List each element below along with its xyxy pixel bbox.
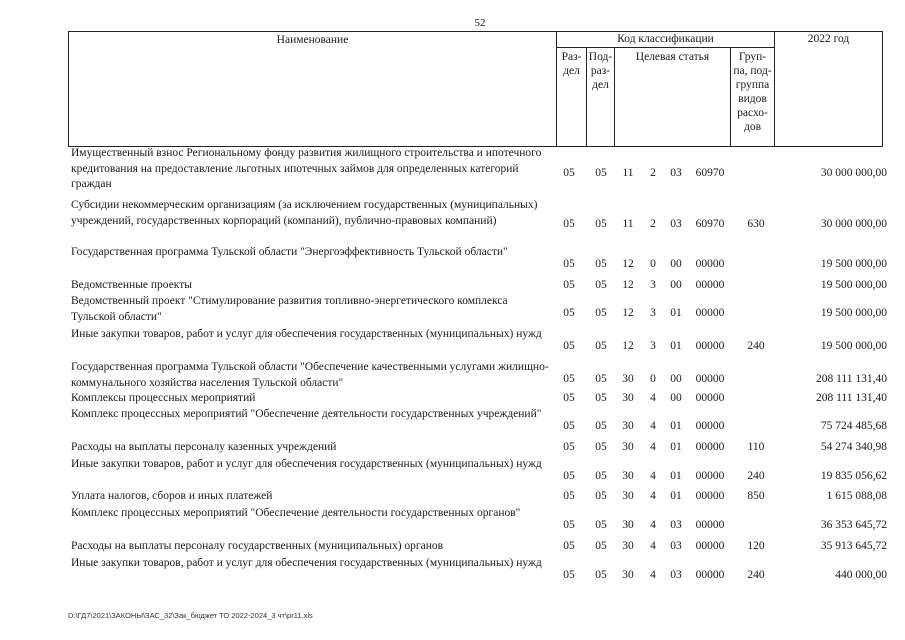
row-code-c2: 4 (650, 540, 656, 553)
row-code-vr: 240 (747, 340, 765, 353)
row-code-rz: 05 (563, 340, 575, 353)
row-code-rz: 05 (563, 469, 575, 482)
row-name: Иные закупки товаров, работ и услуг для обеспечения государственных (муниципальных) нужд (71, 328, 542, 340)
row-code-c2: 2 (650, 218, 656, 231)
row-code-c3: 00 (670, 258, 682, 271)
table-row (0, 391, 905, 407)
header-classification: Код классификации (557, 32, 775, 48)
header-section: Раз- дел (557, 48, 587, 147)
row-code-c4: 00000 (695, 372, 725, 385)
row-code-pr: 05 (595, 540, 607, 553)
header-subsection: Под- раз- дел (587, 48, 615, 147)
row-code-c4: 60970 (695, 167, 725, 180)
row-code-c4: 00000 (695, 469, 725, 482)
row-code-c1: 30 (622, 568, 634, 581)
row-code-c3: 03 (670, 167, 682, 180)
row-code-c1: 30 (622, 540, 634, 553)
row-code-c1: 30 (622, 469, 634, 482)
row-code-pr: 05 (595, 392, 607, 405)
row-name: Комплекс процессных мероприятий "Обеспечение деятельности государственных органов" (71, 507, 521, 519)
row-code-vr: 120 (747, 540, 765, 553)
header-target-article: Целевая статья (615, 48, 731, 147)
header-expense-group: Груп- па, под- группа видов расхо- дов (731, 48, 775, 147)
row-code-c2: 4 (650, 420, 656, 433)
row-code-c1: 30 (622, 441, 634, 454)
row-code-c2: 3 (650, 307, 656, 320)
row-code-rz: 05 (563, 420, 575, 433)
row-code-pr: 05 (595, 519, 607, 532)
table-row (0, 539, 905, 555)
row-code-c2: 4 (650, 441, 656, 454)
table-row (0, 198, 905, 244)
page-number: 52 (474, 17, 486, 29)
row-code-c2: 4 (650, 490, 656, 503)
header-year: 2022 год (775, 32, 883, 147)
row-code-c4: 00000 (695, 420, 725, 433)
row-code-pr: 05 (595, 167, 607, 180)
row-code-c2: 0 (650, 372, 656, 385)
row-amount: 208 111 131,40 (815, 372, 887, 385)
row-amount: 19 500 000,00 (820, 279, 887, 292)
row-code-c3: 01 (670, 307, 682, 320)
row-code-c1: 12 (622, 258, 634, 271)
row-code-rz: 05 (563, 441, 575, 454)
row-code-c3: 01 (670, 441, 682, 454)
row-code-c3: 03 (670, 519, 682, 532)
row-code-pr: 05 (595, 420, 607, 433)
table-row (0, 360, 905, 391)
row-code-c1: 30 (622, 519, 634, 532)
row-amount: 35 913 645,72 (820, 540, 887, 553)
row-amount: 208 111 131,40 (815, 392, 887, 405)
row-name: Ведомственные проекты (71, 279, 192, 291)
row-code-rz: 05 (563, 490, 575, 503)
row-name: Имущественный взнос Региональному фонду развития жилищного строительства и ипотечного кредитования на предоставление льготных ипотечных займов для определенных категорий граждан (71, 147, 542, 190)
row-amount: 30 000 000,00 (820, 218, 887, 231)
row-code-pr: 05 (595, 441, 607, 454)
row-code-c2: 4 (650, 519, 656, 532)
row-code-c4: 00000 (695, 519, 725, 532)
row-amount: 19 500 000,00 (820, 340, 887, 353)
row-code-pr: 05 (595, 258, 607, 271)
row-code-c4: 00000 (695, 392, 725, 405)
row-code-c2: 4 (650, 469, 656, 482)
row-name: Ведомственный проект "Стимулирование развития топливно-энергетического комплекса Тульской области" (71, 295, 508, 323)
row-code-c1: 30 (622, 392, 634, 405)
table-row (0, 440, 905, 456)
row-amount: 36 353 645,72 (820, 519, 887, 532)
row-code-c3: 01 (670, 469, 682, 482)
row-code-rz: 05 (563, 307, 575, 320)
row-code-pr: 05 (595, 340, 607, 353)
row-code-c1: 11 (622, 167, 634, 180)
row-code-vr: 630 (747, 218, 765, 231)
row-code-rz: 05 (563, 519, 575, 532)
row-code-c4: 00000 (695, 258, 725, 271)
row-amount: 1 615 088,08 (826, 490, 887, 503)
row-name: Государственная программа Тульской области "Энергоэффективность Тульской области" (71, 246, 508, 258)
row-name: Государственная программа Тульской области "Обеспечение качественными услугами жилищно-коммунального хозяйства населения Тульской области" (71, 361, 549, 389)
row-code-c4: 00000 (695, 307, 725, 320)
row-code-rz: 05 (563, 372, 575, 385)
row-code-c4: 00000 (695, 540, 725, 553)
row-code-rz: 05 (563, 279, 575, 292)
row-name: Субсидии некоммерческим организациям (за исключением государственных (муниципальных) учреждений, государственных корпораций (компаний), публично-правовых компаний) (71, 199, 538, 227)
row-name: Иные закупки товаров, работ и услуг для обеспечения государственных (муниципальных) нужд (71, 557, 542, 569)
table-row (0, 556, 905, 587)
row-amount: 54 274 340,98 (820, 441, 887, 454)
row-amount: 19 500 000,00 (820, 258, 887, 271)
row-code-c3: 00 (670, 372, 682, 385)
row-code-c2: 3 (650, 340, 656, 353)
row-code-c3: 01 (670, 420, 682, 433)
row-code-c4: 00000 (695, 279, 725, 292)
row-code-pr: 05 (595, 218, 607, 231)
row-name: Расходы на выплаты персоналу государственных (муниципальных) органов (71, 540, 444, 552)
row-code-c2: 2 (650, 167, 656, 180)
row-code-c1: 12 (622, 279, 634, 292)
file-path-footer: D:\ГД7\2021\ЗАКОНЫ\ЗАС_32\Зак_бюджет ТО 2022-2024_3 чт\pr11.xls (68, 611, 313, 620)
row-code-pr: 05 (595, 372, 607, 385)
row-code-vr: 240 (747, 469, 765, 482)
table-row (0, 327, 905, 359)
row-code-c4: 00000 (695, 441, 725, 454)
table-header (68, 31, 883, 147)
row-code-rz: 05 (563, 540, 575, 553)
header-name: Наименование (69, 32, 557, 147)
row-amount: 19 500 000,00 (820, 307, 887, 320)
row-code-c3: 03 (670, 218, 682, 231)
row-code-c3: 00 (670, 279, 682, 292)
table-row (0, 245, 905, 277)
row-code-pr: 05 (595, 279, 607, 292)
row-code-pr: 05 (595, 307, 607, 320)
row-code-c3: 03 (670, 540, 682, 553)
row-code-c3: 03 (670, 568, 682, 581)
row-code-rz: 05 (563, 568, 575, 581)
row-name: Комплекс процессных мероприятий "Обеспечение деятельности государственных учреждений" (71, 408, 542, 420)
row-code-c1: 12 (622, 307, 634, 320)
row-code-c1: 11 (622, 218, 634, 231)
table-row (0, 489, 905, 505)
row-amount: 75 724 485,68 (820, 420, 887, 433)
row-code-c3: 00 (670, 392, 682, 405)
table-row (0, 506, 905, 538)
row-code-c2: 3 (650, 279, 656, 292)
row-amount: 19 835 056,62 (820, 469, 887, 482)
row-code-c2: 0 (650, 258, 656, 271)
row-code-rz: 05 (563, 167, 575, 180)
row-name: Расходы на выплаты персоналу казенных учреждений (71, 441, 337, 453)
row-code-c1: 12 (622, 340, 634, 353)
row-name: Иные закупки товаров, работ и услуг для обеспечения государственных (муниципальных) нужд (71, 458, 542, 470)
row-code-pr: 05 (595, 469, 607, 482)
table-row (0, 457, 905, 488)
row-code-c2: 4 (650, 568, 656, 581)
table-row (0, 146, 905, 194)
row-code-c1: 30 (622, 372, 634, 385)
table-row (0, 278, 905, 294)
row-name: Уплата налогов, сборов и иных платежей (71, 490, 273, 502)
row-code-c4: 60970 (695, 218, 725, 231)
row-amount: 440 000,00 (835, 568, 887, 581)
row-code-vr: 240 (747, 568, 765, 581)
row-code-c4: 00000 (695, 490, 725, 503)
row-code-pr: 05 (595, 490, 607, 503)
row-code-c4: 00000 (695, 568, 725, 581)
row-code-c3: 01 (670, 490, 682, 503)
row-code-rz: 05 (563, 258, 575, 271)
table-row (0, 407, 905, 439)
row-amount: 30 000 000,00 (820, 167, 887, 180)
row-code-vr: 110 (747, 441, 765, 454)
row-code-pr: 05 (595, 568, 607, 581)
row-code-vr: 850 (747, 490, 765, 503)
row-code-rz: 05 (563, 218, 575, 231)
row-name: Комплексы процессных мероприятий (71, 392, 256, 404)
row-code-c4: 00000 (695, 340, 725, 353)
row-code-c1: 30 (622, 420, 634, 433)
table-row (0, 294, 905, 326)
row-code-rz: 05 (563, 392, 575, 405)
row-code-c2: 4 (650, 392, 656, 405)
row-code-c3: 01 (670, 340, 682, 353)
row-code-c1: 30 (622, 490, 634, 503)
